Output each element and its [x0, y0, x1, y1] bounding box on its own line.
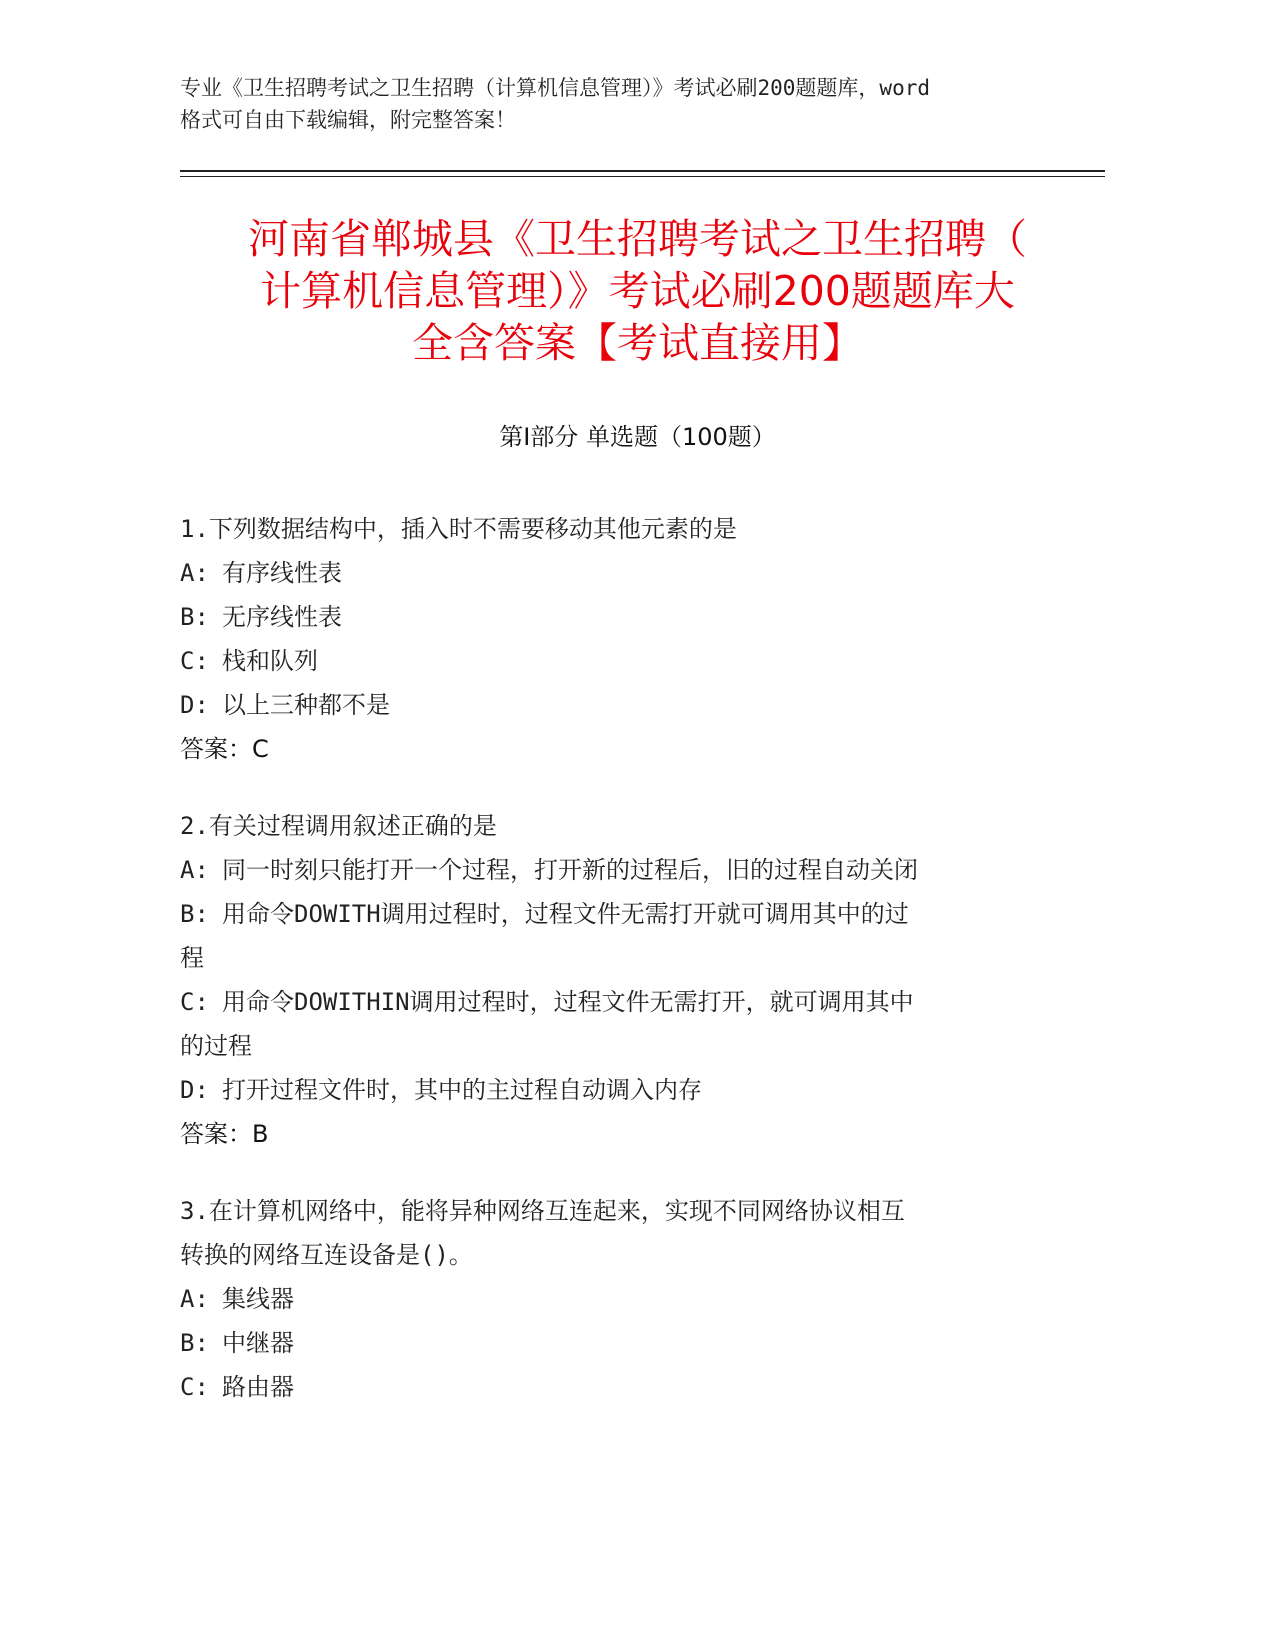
- option-text: 用命令DOWITH调用过程时，过程文件无需打开就可调用其中的过: [222, 900, 909, 928]
- option-c: [180, 1024, 1040, 1068]
- option-key: A:: [180, 856, 209, 884]
- intro-line-2: 格式可自由下载编辑，附完整答案！: [180, 108, 516, 132]
- option-text: 栈和队列: [222, 647, 318, 675]
- option-c: [180, 980, 1040, 1024]
- intro-line-1: 专业《卫生招聘考试之卫生招聘（计算机信息管理）》考试必刷200题题库，word: [180, 76, 930, 100]
- question-stem: 1.下列数据结构中，插入时不需要移动其他元素的是: [180, 515, 737, 543]
- answer-line: 答案：B: [180, 1120, 269, 1148]
- option-key: B:: [180, 900, 209, 928]
- option-key: C:: [180, 1373, 209, 1401]
- option-text: 集线器: [222, 1285, 294, 1313]
- option-text: 中继器: [222, 1329, 294, 1357]
- option-a: [180, 551, 1040, 595]
- question-stem: 2.有关过程调用叙述正确的是: [180, 812, 497, 840]
- option-key: D:: [180, 691, 209, 719]
- question-item: [180, 804, 1040, 1156]
- option-key: C:: [180, 647, 209, 675]
- option-b: [180, 595, 1040, 639]
- option-b: [180, 936, 1040, 980]
- title-line-3: 全含答案【考试直接用】: [412, 319, 863, 367]
- question-stem: 3.在计算机网络中，能将异种网络互连起来，实现不同网络协议相互: [180, 1197, 905, 1225]
- option-a: [180, 1277, 1040, 1321]
- option-key: A:: [180, 559, 209, 587]
- option-text: 以上三种都不是: [222, 691, 390, 719]
- section-heading: 第Ⅰ部分 单选题（100题）: [499, 423, 776, 451]
- header-divider-thick: [180, 170, 1105, 172]
- question-item: [180, 1189, 1040, 1409]
- option-d: [180, 1068, 1040, 1112]
- option-text: 打开过程文件时，其中的主过程自动调入内存: [222, 1076, 702, 1104]
- option-b: [180, 1321, 1040, 1365]
- option-key: D:: [180, 1076, 209, 1104]
- intro-text: [180, 72, 1100, 136]
- option-text: 无序线性表: [222, 603, 342, 631]
- document-title: [160, 213, 1115, 369]
- title-line-1: 河南省郸城县《卫生招聘考试之卫生招聘（: [248, 215, 1027, 263]
- option-text: 路由器: [222, 1373, 294, 1401]
- question-stem: 转换的网络互连设备是()。: [180, 1241, 473, 1269]
- option-text: 有序线性表: [222, 559, 342, 587]
- option-key: A:: [180, 1285, 209, 1313]
- answer-line: 答案：C: [180, 735, 269, 763]
- option-key: B:: [180, 603, 209, 631]
- option-text: 的过程: [180, 1032, 252, 1060]
- option-c: [180, 639, 1040, 683]
- question-list: [180, 507, 1040, 1442]
- option-c: [180, 1365, 1040, 1409]
- question-item: [180, 507, 1040, 771]
- option-key: C:: [180, 988, 209, 1016]
- option-b: [180, 892, 1040, 936]
- header-divider-thin: [180, 176, 1105, 177]
- option-text: 同一时刻只能打开一个过程，打开新的过程后，旧的过程自动关闭: [222, 856, 918, 884]
- title-line-2: 计算机信息管理）》考试必刷200题题库大: [260, 267, 1015, 315]
- option-text: 程: [180, 944, 204, 972]
- option-d: [180, 683, 1040, 727]
- option-text: 用命令DOWITHIN调用过程时，过程文件无需打开，就可调用其中: [222, 988, 914, 1016]
- option-a: [180, 848, 1040, 892]
- option-key: B:: [180, 1329, 209, 1357]
